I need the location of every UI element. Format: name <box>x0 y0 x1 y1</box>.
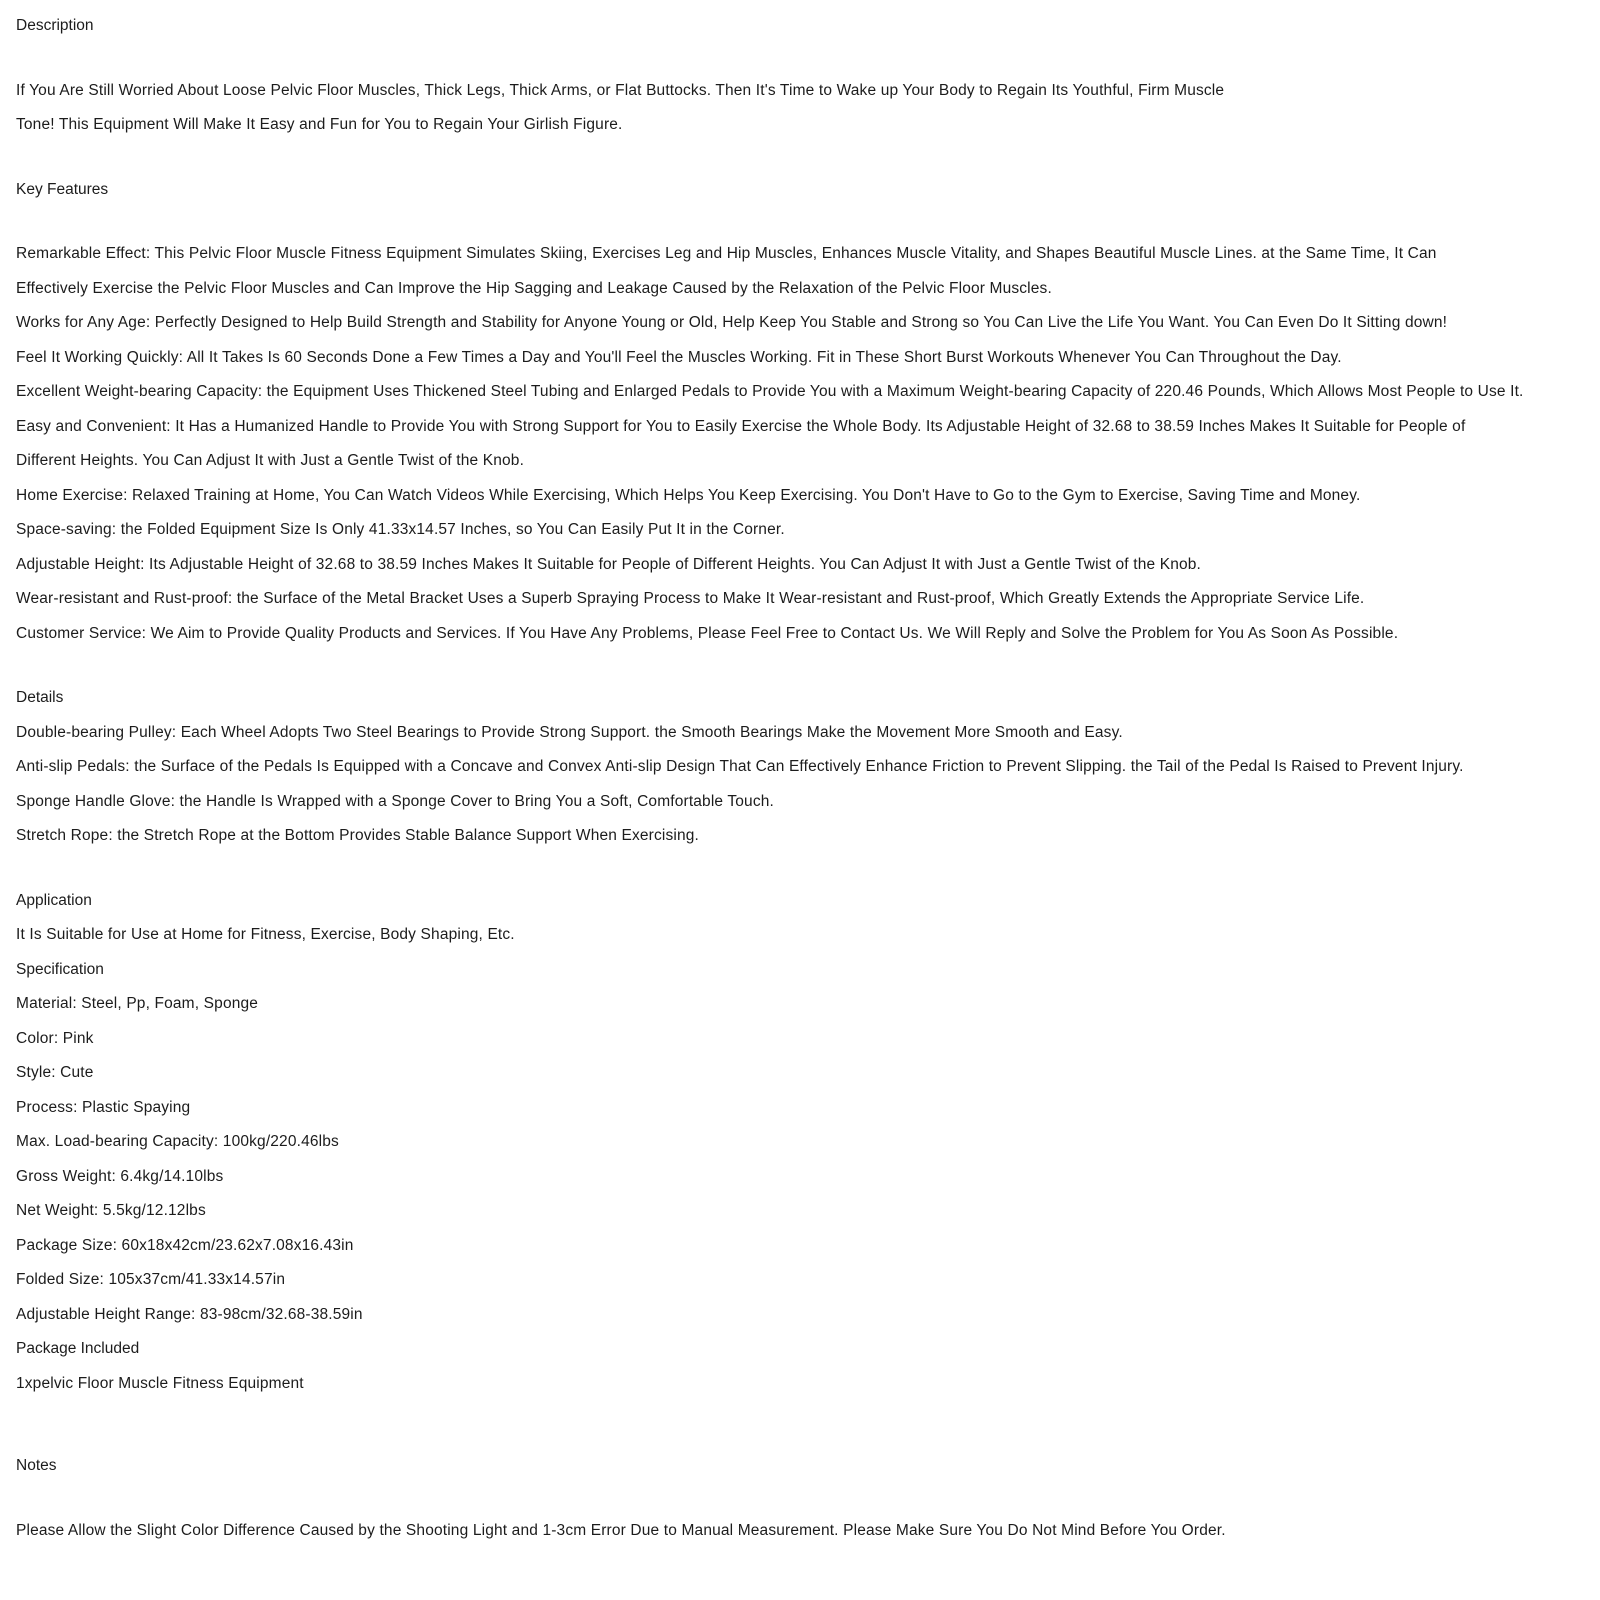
spacer <box>0 854 1600 884</box>
list-item: Adjustable Height: Its Adjustable Height of 32.68 to 38.59 Inches Makes It Suitable for People of Different Heights. You Can Adjust It with Just a Gentle Twist of the Knob. <box>16 555 1201 573</box>
list-item: Wear-resistant and Rust-proof: the Surface of the Metal Bracket Uses a Superb Spraying Process to Make It Wear-resistant and Rust-proof, Which Greatly Extends the Appropriate Service Life. <box>16 590 1365 607</box>
list-item: Net Weight: 5.5kg/12.12lbs <box>16 1202 206 1219</box>
key-features-heading: Key Features <box>16 180 109 198</box>
details-list <box>16 716 1580 854</box>
package-included-section <box>0 1332 1600 1401</box>
specification-heading: Specification <box>16 960 104 978</box>
list-item: Style: Cute <box>16 1064 94 1081</box>
package-included-heading: Package Included <box>16 1340 140 1357</box>
specification-section <box>0 953 1600 1333</box>
list-item: Material: Steel, Pp, Foam, Sponge <box>16 995 259 1012</box>
list-item: Easy and Convenient: It Has a Humanized Handle to Provide You with Strong Support for You to Easily Exercise the Whole Body. Its Adjustable Height of 32.68 to 38.59 Inches Makes It Suitable for People of <box>16 417 1466 435</box>
list-item: Home Exercise: Relaxed Training at Home, You Can Watch Videos While Exercising, Which Helps You Keep Exercising. You Don't Have to Go to the Gym to Exercise, Saving Time and Money. <box>16 486 1361 504</box>
list-item: Process: Plastic Spaying <box>16 1098 191 1116</box>
list-item: Excellent Weight-bearing Capacity: the Equipment Uses Thickened Steel Tubing and Enlarged Pedals to Provide You with a Maximum Weight-bearing Capacity of 220.46 Pounds, Which Allows Most People to Use It. <box>16 383 1524 400</box>
spacer <box>0 1431 1600 1449</box>
list-item: Color: Pink <box>16 1029 94 1047</box>
spacer <box>0 1401 1600 1431</box>
details-heading: Details <box>16 689 64 706</box>
list-item: 1xpelvic Floor Muscle Fitness Equipment <box>16 1374 304 1392</box>
spacer <box>16 207 1580 237</box>
description-line: If You Are Still Worried About Loose Pelvic Floor Muscles, Thick Legs, Thick Arms, or Flat Buttocks. Then It's Time to Wake up Your Body to Regain Its Youthful, Firm Muscle <box>16 81 1225 99</box>
description-paragraph <box>16 74 1580 143</box>
list-item: Sponge Handle Glove: the Handle Is Wrapped with a Sponge Cover to Bring You a Soft, Comfortable Touch. <box>16 792 774 810</box>
list-item: Works for Any Age: Perfectly Designed to Help Build Strength and Stability for Anyone Young or Old, Help Keep You Stable and Strong so You Can Live the Life You Want. You Can Even Do It Sitting down! <box>16 314 1448 331</box>
spacer <box>16 44 1580 74</box>
description-section <box>0 9 1600 143</box>
list-item: Double-bearing Pulley: Each Wheel Adopts Two Steel Bearings to Provide Strong Support. the Smooth Bearings Make the Movement More Smooth and Easy. <box>16 723 1123 741</box>
list-item: Package Size: 60x18x42cm/23.62x7.08x16.43in <box>16 1236 354 1254</box>
list-item: Stretch Rope: the Stretch Rope at the Bottom Provides Stable Balance Support When Exercising. <box>16 827 699 844</box>
list-item: Different Heights. You Can Adjust It with Just a Gentle Twist of the Knob. <box>16 452 525 469</box>
details-section <box>0 681 1600 854</box>
list-item: Please Allow the Slight Color Difference Caused by the Shooting Light and 1-3cm Error Due to Manual Measurement. Please Make Sure You Do Not Mind Before You Order. <box>16 1521 1226 1539</box>
key-features-list <box>16 237 1580 651</box>
list-item: Gross Weight: 6.4kg/14.10lbs <box>16 1167 224 1185</box>
application-heading: Application <box>16 891 92 909</box>
list-item: Customer Service: We Aim to Provide Quality Products and Services. If You Have Any Problems, Please Feel Free to Contact Us. We Will Reply and Solve the Problem for You As Soon As Possible. <box>16 624 1399 642</box>
package-included-list <box>16 1367 1580 1402</box>
spacer <box>0 651 1600 681</box>
list-item: It Is Suitable for Use at Home for Fitness, Exercise, Body Shaping, Etc. <box>16 926 515 943</box>
description-heading: Description <box>16 17 94 34</box>
list-item: Effectively Exercise the Pelvic Floor Muscles and Can Improve the Hip Sagging and Leakage Caused by the Relaxation of the Pelvic Floor Muscles. <box>16 279 1052 297</box>
list-item: Adjustable Height Range: 83-98cm/32.68-38.59in <box>16 1305 363 1323</box>
notes-section <box>0 1449 1600 1548</box>
notes-heading: Notes <box>16 1457 57 1474</box>
top-spacer <box>0 0 1600 9</box>
spacer <box>16 1484 1580 1514</box>
list-item: Folded Size: 105x37cm/41.33x14.57in <box>16 1271 286 1288</box>
specification-list <box>16 987 1580 1332</box>
list-item: Max. Load-bearing Capacity: 100kg/220.46lbs <box>16 1133 339 1150</box>
key-features-section <box>0 173 1600 652</box>
application-list <box>16 918 1580 953</box>
list-item: Space-saving: the Folded Equipment Size Is Only 41.33x14.57 Inches, so You Can Easily Put It in the Corner. <box>16 521 785 538</box>
list-item: Feel It Working Quickly: All It Takes Is 60 Seconds Done a Few Times a Day and You'll Feel the Muscles Working. Fit in These Short Burst Workouts Whenever You Can Throughout the Day. <box>16 348 1342 366</box>
application-section <box>0 884 1600 953</box>
notes-list <box>16 1514 1580 1549</box>
list-item: Anti-slip Pedals: the Surface of the Pedals Is Equipped with a Concave and Convex Anti-slip Design That Can Effectively Enhance Friction to Prevent Slipping. the Tail of the Pedal Is Raised to Prevent Injury. <box>16 758 1464 775</box>
list-item: Remarkable Effect: This Pelvic Floor Muscle Fitness Equipment Simulates Skiing, Exercises Leg and Hip Muscles, Enhances Muscle Vitality, and Shapes Beautiful Muscle Lines. at the Same Time, It Can <box>16 245 1437 262</box>
spacer <box>0 143 1600 173</box>
description-line: Tone! This Equipment Will Make It Easy and Fun for You to Regain Your Girlish Figure. <box>16 116 623 133</box>
